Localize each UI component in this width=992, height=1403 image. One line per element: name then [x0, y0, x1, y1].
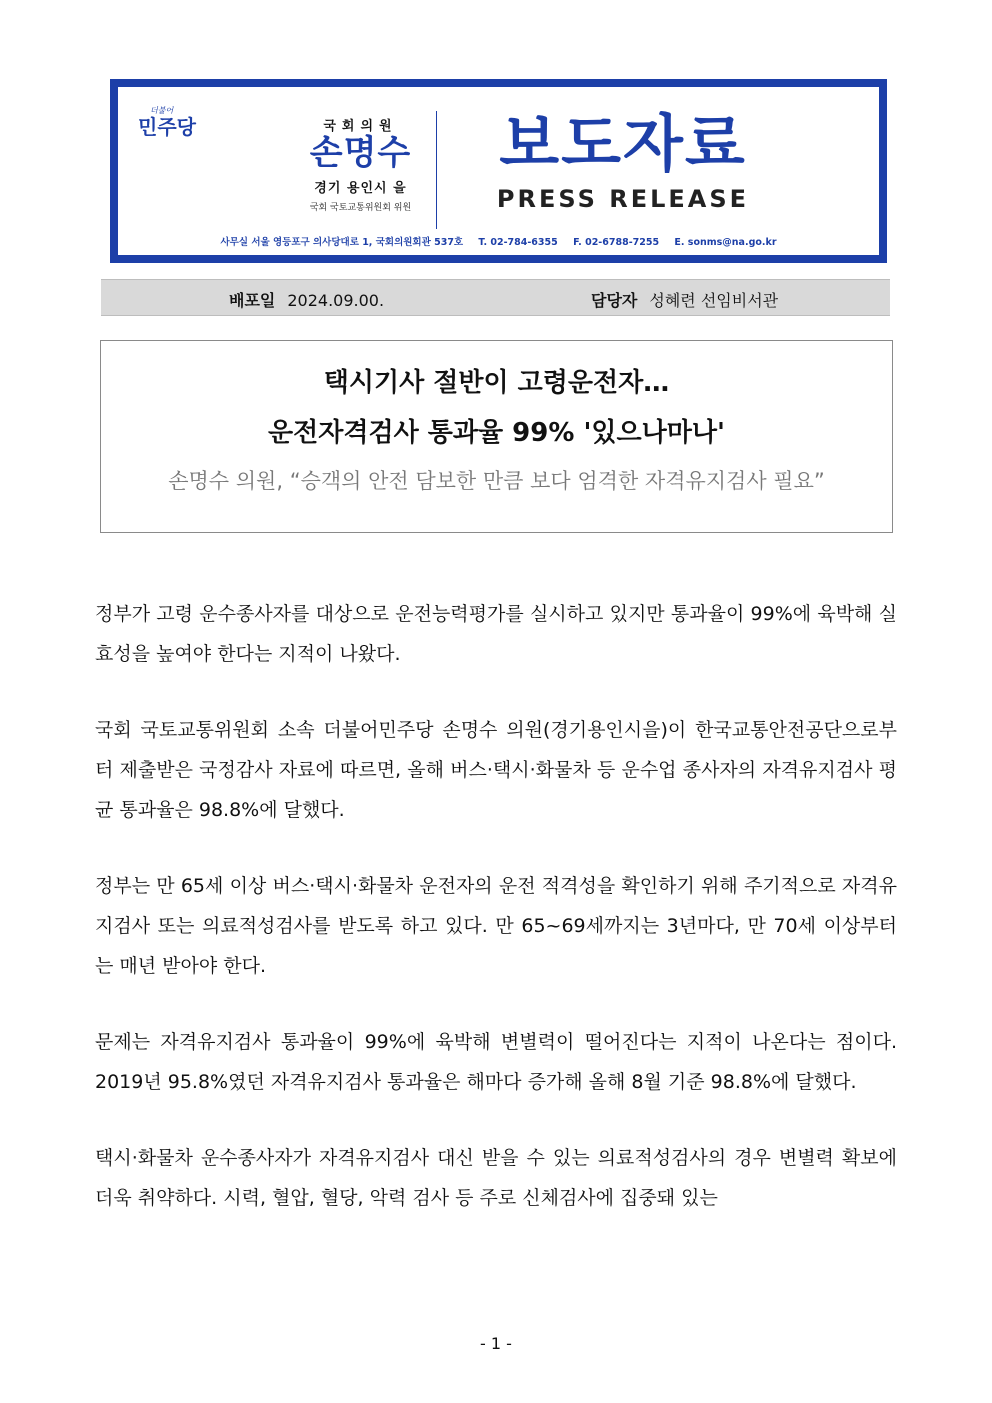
article-body	[95, 594, 897, 1254]
member-info	[288, 115, 433, 213]
member-name: 손명수	[309, 133, 412, 173]
member-district: 경기 용인시 을	[314, 181, 407, 197]
party-logo-text: 민주당	[138, 115, 196, 139]
press-title	[458, 107, 788, 213]
press-title-english: PRESS RELEASE	[496, 185, 750, 213]
body-paragraph-2: 국회 국토교통위원회 소속 더불어민주당 손명수 의원(경기용인시을)이 한국교통안전공단으로부터 제출받은 국정감사 자료에 따르면, 올해 버스·택시·화물차 등 운수업 종사자의 자격유지검사 평균 통과율은 98.8%에 달했다.	[95, 719, 897, 821]
member-title: 국회의원	[323, 119, 398, 134]
contact-person-info	[591, 288, 778, 311]
member-committee: 국회 국토교통위원회 위원	[309, 203, 412, 214]
headline-box	[100, 340, 893, 533]
banner-inner	[118, 87, 879, 255]
contact-person-value: 성혜련 선임비서관	[649, 291, 779, 310]
party-logo	[138, 107, 196, 137]
distribution-info-bar	[101, 279, 890, 316]
contact-person-label: 담당자	[591, 291, 638, 310]
press-release-banner	[110, 79, 887, 263]
release-date-info	[229, 288, 384, 311]
page-number: - 1 -	[480, 1334, 512, 1353]
email-address[interactable]: E. sonms@na.go.kr	[674, 237, 777, 248]
contact-line	[118, 234, 879, 248]
office-label: 사무실	[220, 237, 249, 248]
release-date-label: 배포일	[229, 291, 276, 310]
party-logo-small: 더불어	[150, 106, 174, 115]
press-title-korean: 보도자료	[499, 107, 747, 180]
office-address: 서울 영등포구 의사당대로 1, 국회의원회관 537호	[251, 237, 464, 248]
headline-line-2: 운전자격검사 통과율 99% '있으나마나'	[268, 417, 725, 448]
body-paragraph-1: 정부가 고령 운수종사자를 대상으로 운전능력평가를 실시하고 있지만 통과율이 99%에 육박해 실효성을 높여야 한다는 지적이 나왔다.	[95, 603, 897, 665]
body-paragraph-4: 문제는 자격유지검사 통과율이 99%에 육박해 변별력이 떨어진다는 지적이 나온다는 점이다. 2019년 95.8%였던 자격유지검사 통과율은 해마다 증가해 올해 8월 기준 98.8%에 달했다.	[95, 1031, 897, 1093]
tel-number: T. 02-784-6355	[478, 237, 558, 248]
header-divider	[436, 111, 437, 229]
subheadline: 손명수 의원, “승객의 안전 담보한 만큼 보다 엄격한 자격유지검사 필요”	[168, 468, 825, 493]
fax-number: F. 02-6788-7255	[573, 237, 660, 248]
release-date-value: 2024.09.00.	[287, 291, 385, 310]
office-info	[220, 237, 463, 248]
body-paragraph-5: 택시·화물차 운수종사자가 자격유지검사 대신 받을 수 있는 의료적성검사의 경우 변별력 확보에 더욱 취약하다. 시력, 혈압, 혈당, 악력 검사 등 주로 신체검사에 집중돼 있는	[95, 1147, 897, 1209]
body-paragraph-3: 정부는 만 65세 이상 버스·택시·화물차 운전자의 운전 적격성을 확인하기 위해 주기적으로 자격유지검사 또는 의료적성검사를 받도록 하고 있다. 만 65~69세까지는 3년마다, 만 70세 이상부터는 매년 받아야 한다.	[95, 875, 897, 977]
headline-line-1: 택시기사 절반이 고령운전자…	[323, 368, 670, 398]
